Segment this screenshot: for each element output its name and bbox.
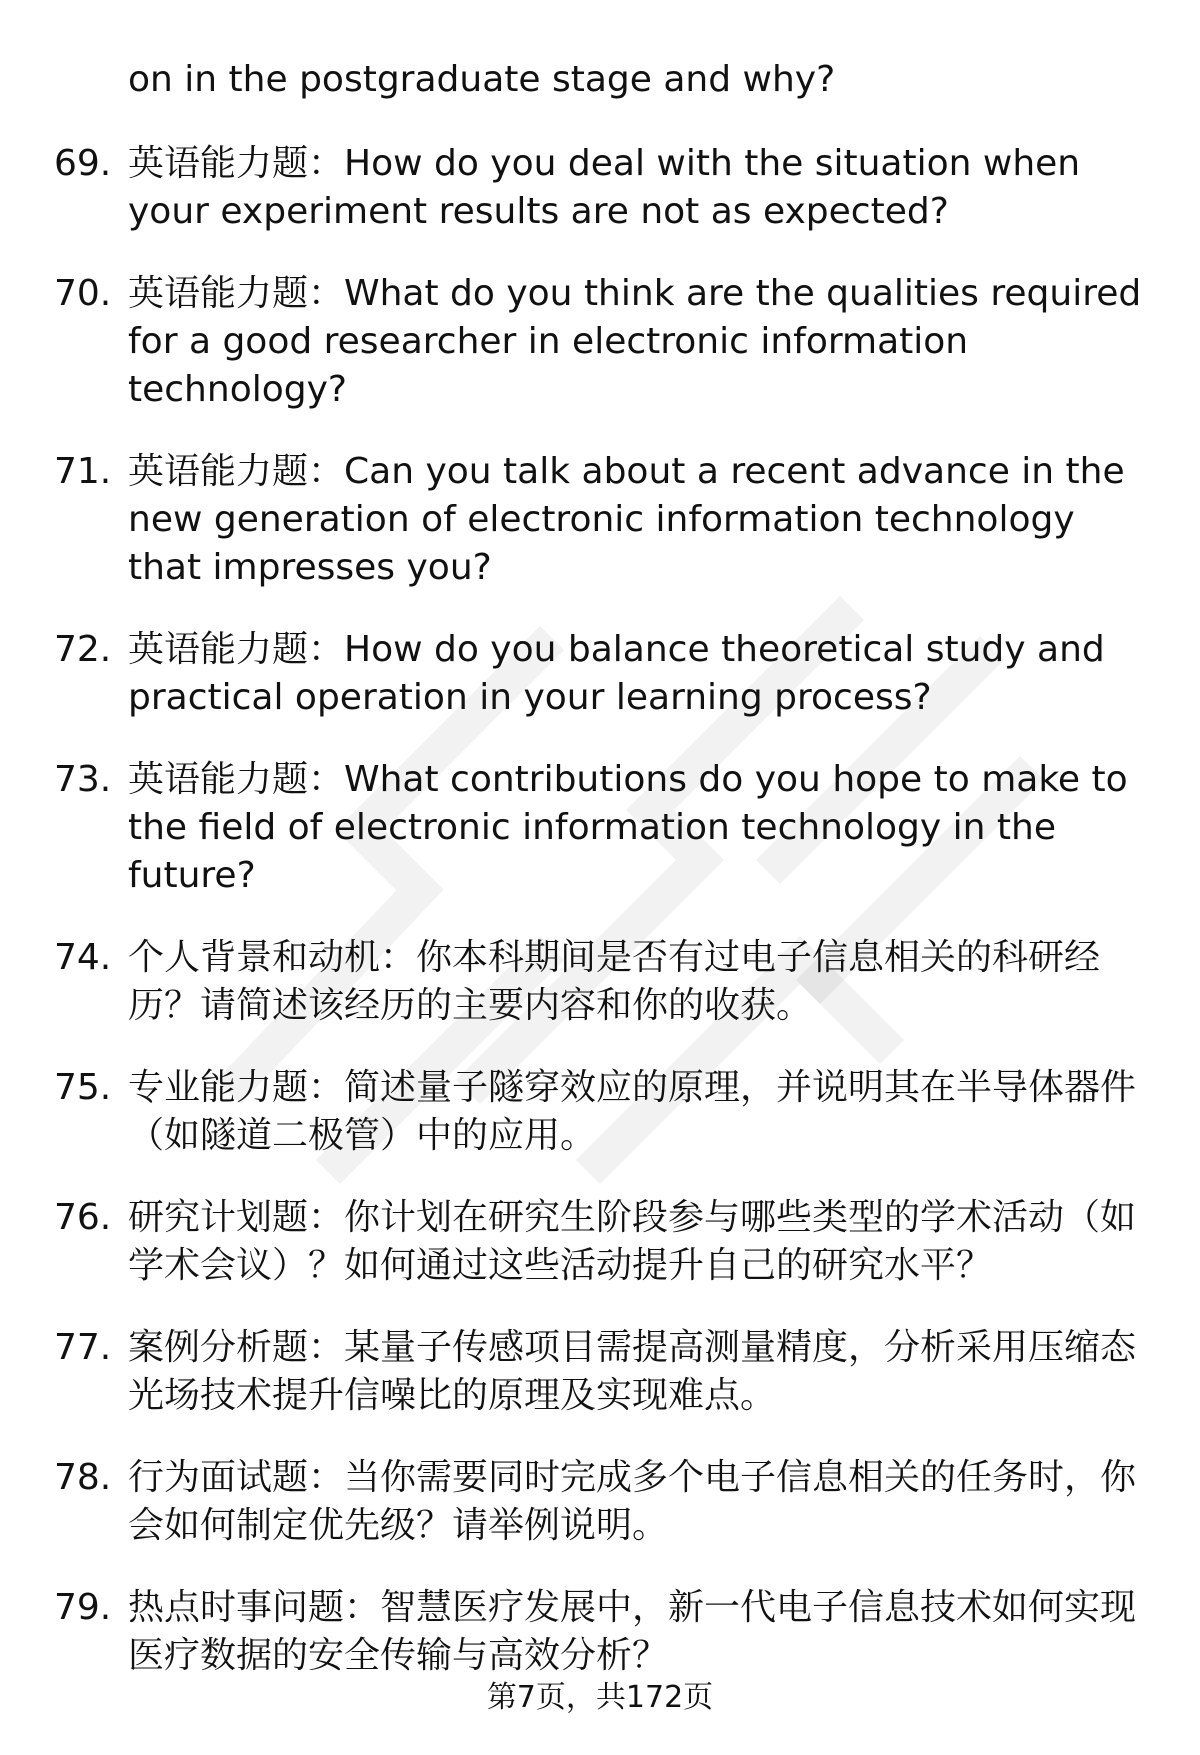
question-text: 英语能力题：What contributions do you hope to make to the field of electronic information technology in the future? (128, 759, 1128, 896)
question-list (0, 140, 1200, 1714)
question-text: 英语能力题：How do you deal with the situation when your experiment results are not as expected? (128, 143, 1081, 232)
question-text: 行为面试题：当你需要同时完成多个电子信息相关的任务时，你会如何制定优先级？请举例说明。 (128, 1457, 1137, 1546)
question-number: 75. (54, 1067, 112, 1108)
list-item (0, 1454, 1200, 1550)
question-number: 74. (54, 937, 112, 978)
page-footer: 第7页，共172页 (486, 1680, 714, 1715)
question-text: 英语能力题：What do you think are the qualities required for a good researcher in electronic information technology? (128, 273, 1142, 410)
list-item (0, 448, 1200, 592)
list-item (0, 934, 1200, 1030)
question-text: 个人背景和动机：你本科期间是否有过电子信息相关的科研经历？请简述该经历的主要内容和你的收获。 (128, 937, 1101, 1026)
question-text: 英语能力题：How do you balance theoretical study and practical operation in your learning process? (128, 629, 1105, 718)
question-text: 案例分析题：某量子传感项目需提高测量精度，分析采用压缩态光场技术提升信噪比的原理及实现难点。 (128, 1327, 1137, 1416)
question-number: 73. (54, 759, 112, 800)
list-item (0, 756, 1200, 900)
question-text: 热点时事问题：智慧医疗发展中，新一代电子信息技术如何实现医疗数据的安全传输与高效分析？ (128, 1587, 1137, 1676)
list-item (0, 1324, 1200, 1420)
question-number: 70. (54, 273, 112, 314)
list-item (0, 270, 1200, 414)
question-text: 英语能力题：Can you talk about a recent advance in the new generation of electronic information technology that impresses you? (128, 451, 1125, 588)
question-number: 69. (54, 143, 112, 184)
list-item (0, 140, 1200, 236)
question-number: 78. (54, 1457, 112, 1498)
list-item (0, 1194, 1200, 1290)
list-item (0, 1064, 1200, 1160)
question-text: 研究计划题：你计划在研究生阶段参与哪些类型的学术活动（如学术会议）？如何通过这些活动提升自己的研究水平？ (128, 1197, 1137, 1286)
continuation-text: on in the postgraduate stage and why? (128, 59, 836, 100)
question-number: 77. (54, 1327, 112, 1368)
question-number: 76. (54, 1197, 112, 1238)
question-number: 72. (54, 629, 112, 670)
question-number: 79. (54, 1587, 112, 1628)
question-number: 71. (54, 451, 112, 492)
question-text: 专业能力题：简述量子隧穿效应的原理，并说明其在半导体器件（如隧道二极管）中的应用。 (128, 1067, 1137, 1156)
list-item (0, 626, 1200, 722)
list-item (0, 1584, 1200, 1680)
